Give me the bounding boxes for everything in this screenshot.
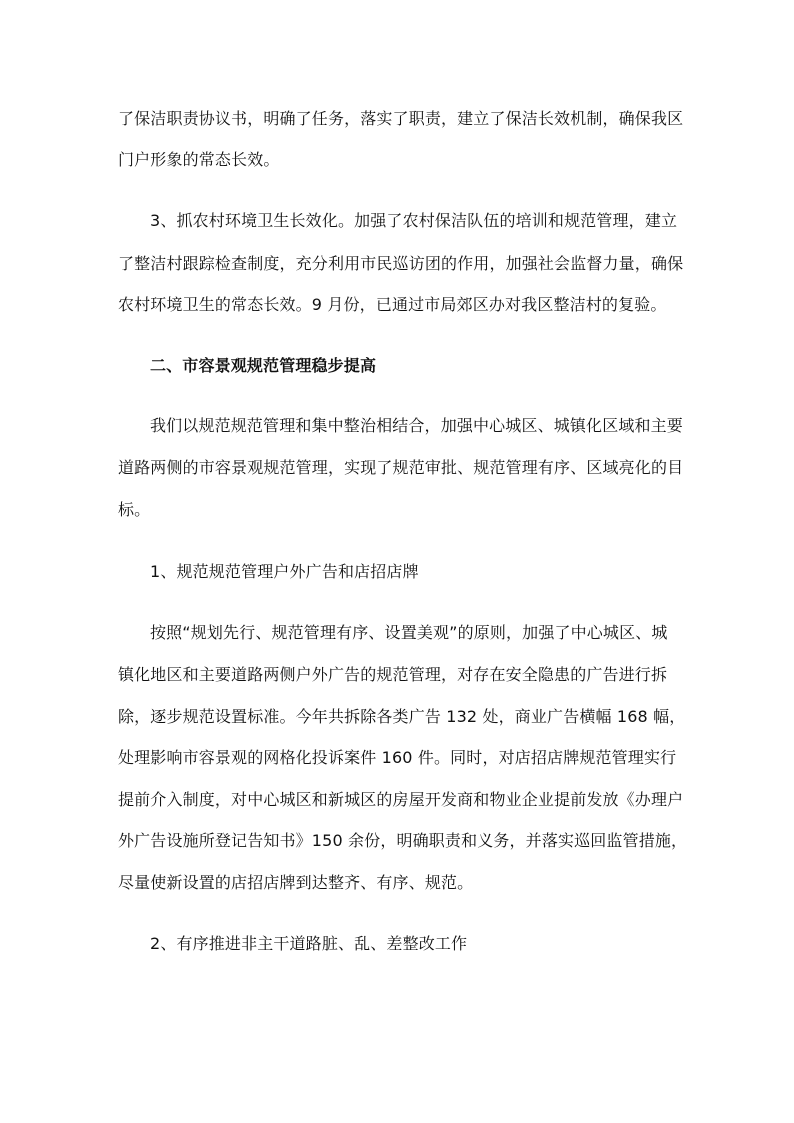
paragraph-line: 镇化地区和主要道路两侧户外广告的规范管理，对存在安全隐患的广告进行拆 — [118, 665, 668, 684]
paragraph-line: 提前介入制度，对中心城区和新城区的房屋开发商和物业企业提前发放《办理户 — [118, 790, 684, 809]
paragraph-line: 了整洁村跟踪检查制度，充分利用市民巡访团的作用，加强社会监督力量，确保 — [118, 254, 684, 273]
paragraph-line: 道路两侧的市容景观规范管理，实现了规范审批、规范管理有序、区域亮化的目 — [118, 458, 684, 477]
paragraph-line: 按照“规划先行、规范管理有序、设置美观”的原则，加强了中心城区、城 — [150, 623, 668, 642]
paragraph-line: 标。 — [118, 500, 151, 519]
subheading: 2、有序推进非主干道路脏、乱、差整改工作 — [150, 934, 468, 953]
paragraph-line: 除，逐步规范设置标准。今年共拆除各类广告 132 处，商业广告横幅 168 幅， — [118, 707, 686, 726]
paragraph-line: 外广告设施所登记告知书》150 余份，明确职责和义务，并落实巡回监管措施， — [118, 831, 688, 850]
paragraph-line: 处理影响市容景观的网格化投诉案件 160 件。同时，对店招店牌规范管理实行 — [118, 748, 677, 767]
paragraph-line: 尽量使新设置的店招店牌到达整齐、有序、规范。 — [118, 873, 474, 892]
section-heading: 二、市容景观规范管理稳步提高 — [150, 356, 377, 375]
subheading: 1、规范规范管理户外广告和店招店牌 — [150, 562, 419, 581]
paragraph-line: 我们以规范规范管理和集中整治相结合，加强中心城区、城镇化区域和主要 — [150, 416, 683, 435]
paragraph-line: 3、抓农村环境卫生长效化。加强了农村保洁队伍的培训和规范管理，建立 — [150, 211, 678, 230]
paragraph-line: 了保洁职责协议书，明确了任务，落实了职责，建立了保洁长效机制，确保我区 — [118, 109, 684, 128]
paragraph-line: 门户形象的常态长效。 — [118, 150, 280, 169]
paragraph-line: 农村环境卫生的常态长效。9 月份，已通过市局郊区办对我区整洁村的复验。 — [118, 295, 667, 314]
